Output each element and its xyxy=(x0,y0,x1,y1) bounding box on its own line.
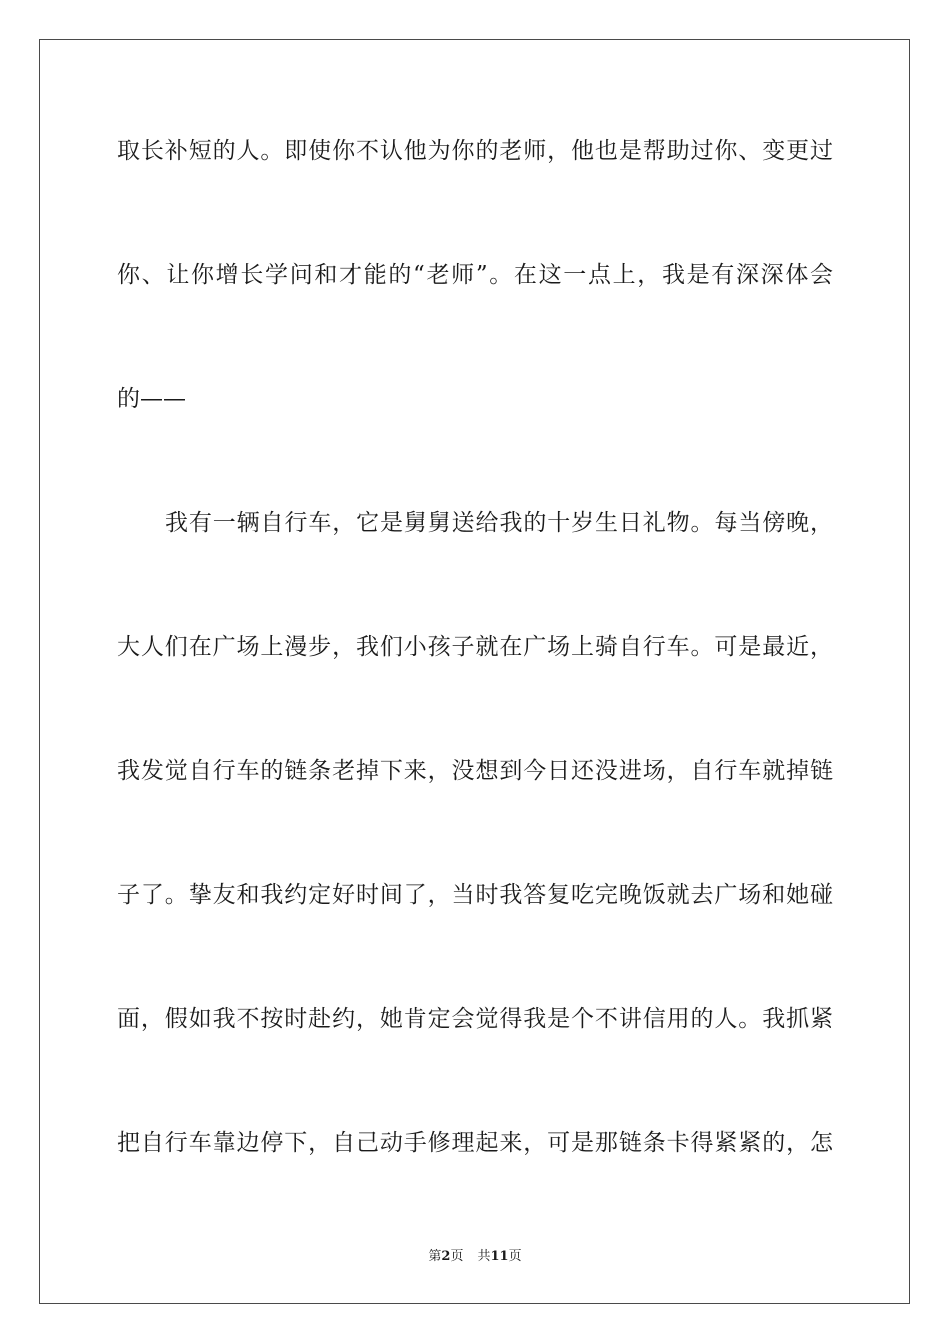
text-line-8: 面，假如我不按时赴约，她肯定会觉得我是个不讲信用的人。我抓紧 xyxy=(117,1006,833,1032)
text-line-9: 把自行车靠边停下，自己动手修理起来，可是那链条卡得紧紧的，怎 xyxy=(117,1130,833,1156)
page-total: 共11页 xyxy=(477,1249,522,1264)
page-number: 第2页 xyxy=(428,1249,464,1264)
text-line-2: 你、让你增长学问和才能的“老师”。在这一点上，我是有深深体会 xyxy=(117,262,833,288)
text-line-5: 大人们在广场上漫步，我们小孩子就在广场上骑自行车。可是最近， xyxy=(117,634,833,660)
text-line-7: 子了。挚友和我约定好时间了，当时我答复吃完晚饭就去广场和她碰 xyxy=(117,882,833,908)
text-line-6: 我发觉自行车的链条老掉下来，没想到今日还没进场，自行车就掉链 xyxy=(117,758,833,784)
paragraph-start-line: 我有一辆自行车，它是舅舅送给我的十岁生日礼物。每当傍晚， xyxy=(165,510,833,536)
page-border xyxy=(39,39,910,1304)
page-footer xyxy=(0,1248,950,1266)
text-line-1: 取长补短的人。即使你不认他为你的老师，他也是帮助过你、变更过 xyxy=(117,138,833,164)
text-line-3: 的—— xyxy=(117,386,186,412)
